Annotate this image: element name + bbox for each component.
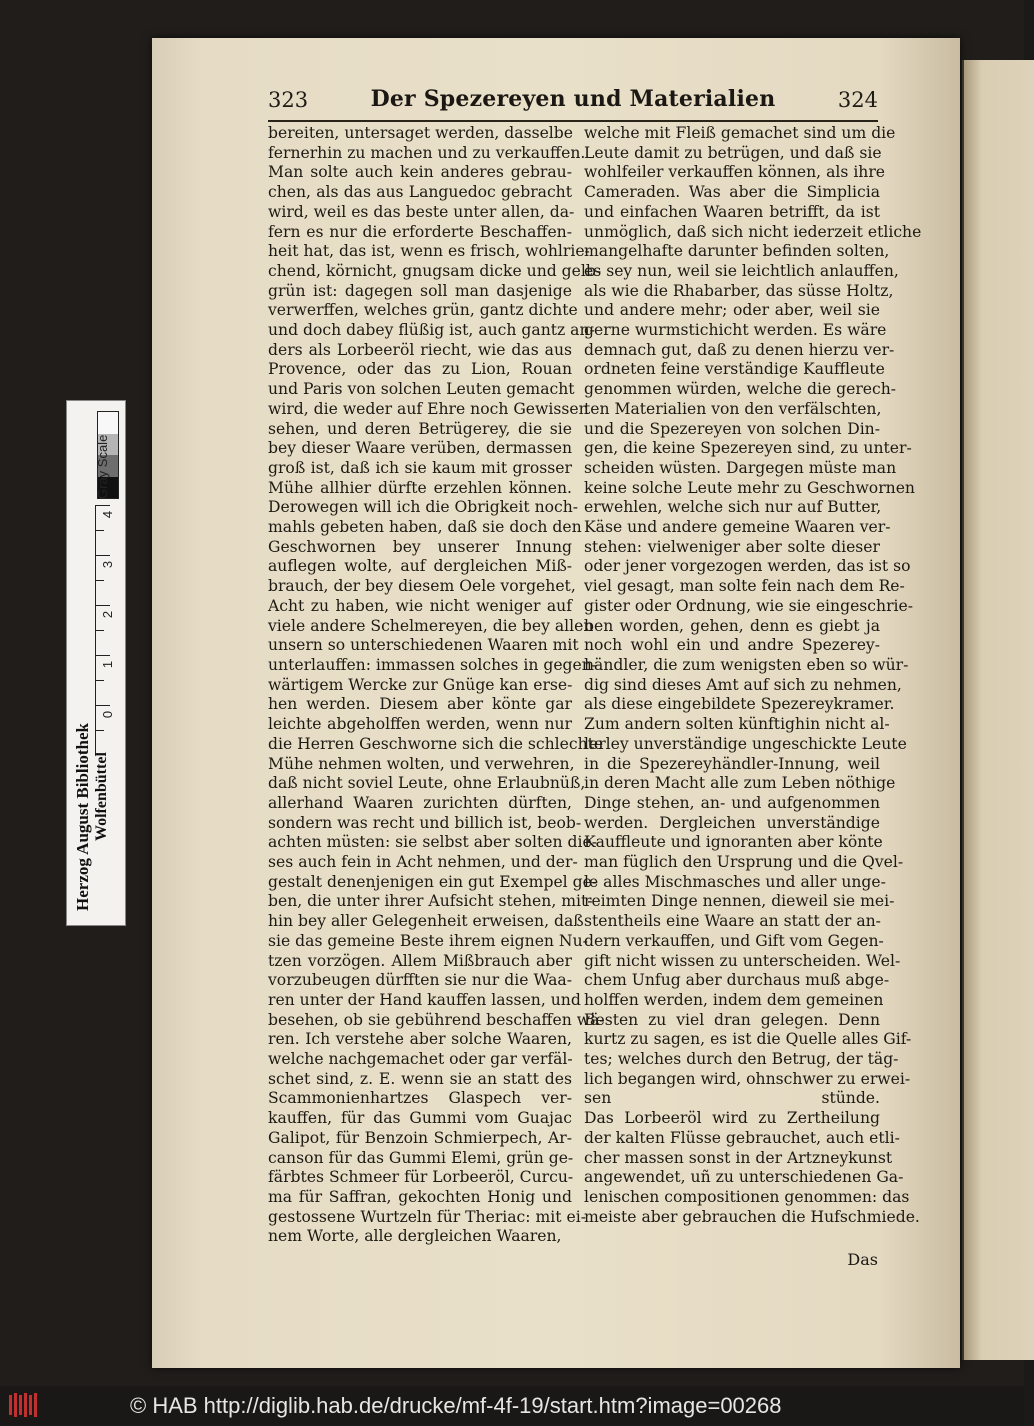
- text-line: Provence, oder das zu Lion, Rouan: [268, 360, 572, 379]
- text-line: groß ist, daß ich sie kaum mit grosser: [268, 458, 572, 477]
- text-line: welche mit Fleiß gemachet sind um die: [584, 124, 896, 142]
- footer-bar: [0, 1386, 1024, 1426]
- text-column-left: [268, 124, 605, 1247]
- text-line: ordneten feine verständige Kauffleute: [584, 360, 885, 379]
- ruler-number: 3: [100, 560, 116, 569]
- text-line: verwerffen, welches grün, gantz dichte: [268, 301, 578, 320]
- text-line: genommen würden, welche die gerech-: [584, 380, 897, 399]
- ruler-number: 0: [100, 710, 116, 719]
- text-line: gen, die keine Spezereyen sind, zu unter-: [584, 439, 912, 458]
- text-line: werden. Dergleichen unverständige: [584, 813, 880, 832]
- text-line: sie das gemeine Beste ihrem eignen Nu-: [268, 931, 588, 950]
- text-line: man füglich den Ursprung und die Qvel-: [584, 853, 904, 872]
- catchword: Das: [847, 1250, 878, 1269]
- text-line: besehen, ob sie gebührend beschaffen wä-: [268, 1010, 605, 1029]
- text-line: mangelhafte darunter befinden solten,: [584, 242, 890, 261]
- text-line: lenischen compositionen genommen: das: [584, 1187, 910, 1206]
- ruler: [95, 505, 120, 755]
- ruler-number: 1: [100, 660, 116, 669]
- text-line: Derowegen will ich die Obrigkeit noch-: [268, 498, 579, 517]
- text-line: lich begangen wird, ohnschwer zu erwei-: [584, 1069, 911, 1088]
- text-line: Geschwornen bey unserer Innung: [268, 537, 572, 556]
- text-line: und Paris von solchen Leuten gemacht: [268, 380, 575, 399]
- text-line: händler, die zum wenigsten eben so wür-: [584, 655, 909, 674]
- text-line: gerne wurmstichicht werden. Es wäre: [584, 321, 887, 340]
- text-line: chen, als das aus Languedoc gebracht: [268, 183, 572, 202]
- text-line: erwehlen, welche sich nur auf Butter,: [584, 498, 882, 517]
- text-line: grün ist: dagegen soll man dasjenige: [268, 281, 572, 300]
- text-line: ders als Lorbeeröl riecht, wie das aus: [268, 340, 572, 359]
- text-line: Man solte auch kein anderes gebrau-: [268, 163, 572, 182]
- text-line: kurtz zu sagen, es ist die Quelle alles Gif-: [584, 1030, 912, 1049]
- text-line: ses auch fein in Acht nehmen, und der-: [268, 853, 578, 872]
- text-line: bereiten, untersaget werden, dasselbe: [268, 124, 574, 142]
- text-line: Das Lorbeeröl wird zu Zertheilung: [584, 1109, 880, 1128]
- text-line: Cameraden. Was aber die Simplicia: [584, 183, 880, 202]
- text-line: scheiden wüsten. Dargegen müste man: [584, 458, 897, 477]
- text-line: Scammonienhartzes Glaspech ver-: [268, 1089, 572, 1108]
- next-page-edge: [962, 60, 1034, 1360]
- text-line: welche nachgemachet oder gar verfäl-: [268, 1050, 573, 1069]
- text-line: chend, körnicht, gnugsam dicke und gelb-: [268, 261, 602, 280]
- text-line: canson für das Gummi Elemi, grün ge-: [268, 1148, 574, 1167]
- text-line: achten müsten: sie selbst aber solten die-: [268, 833, 598, 852]
- text-line: sen stünde.: [584, 1089, 880, 1108]
- text-line: wärtigem Wercke zur Gnüge kan erse-: [268, 675, 573, 694]
- text-line: allerhand Waaren zurichten dürften,: [268, 793, 572, 812]
- text-line: lerley unverständige ungeschickte Leute: [584, 734, 907, 753]
- text-line: Galipot, für Benzoin Schmierpech, Ar-: [268, 1128, 572, 1147]
- text-line: Zum andern solten künftighin nicht al-: [584, 715, 890, 734]
- text-line: leichte abgeholffen werden, wenn nur: [268, 715, 572, 734]
- text-line: brauch, der bey diesem Oele vorgehet,: [268, 577, 576, 596]
- text-line: oder jener vorgezogen werden, das ist so: [584, 557, 911, 576]
- text-line: tzen vorzögen. Allem Mißbrauch aber: [268, 951, 572, 970]
- text-line: nem Worte, alle dergleichen Waaren,: [268, 1227, 562, 1246]
- text-line: viel gesagt, man solte fein nach dem Re-: [584, 577, 905, 596]
- text-line: stentheils eine Waare an statt der an-: [584, 912, 881, 931]
- text-line: hen werden. Diesem aber könte gar: [268, 695, 572, 714]
- text-line: unterlauffen: immassen solches in gegen-: [268, 655, 598, 674]
- text-line: keine solche Leute mehr zu Geschwornen: [584, 478, 915, 497]
- text-line: der kalten Flüsse gebrauchet, auch etli-: [584, 1128, 900, 1147]
- text-line: hin bey aller Gelegenheit erweisen, daß: [268, 912, 584, 931]
- ruler-number: 2: [100, 610, 116, 619]
- text-line: ren. Ich verstehe aber solche Waaren,: [268, 1030, 572, 1049]
- text-line: in die Spezereyhändler-Innung, weil: [584, 754, 880, 773]
- text-line: und doch dabey flüßig ist, auch gantz an-: [268, 321, 595, 340]
- text-line: heit hat, das ist, wenn es frisch, wohlrie-: [268, 242, 590, 261]
- color-checker-card: [66, 400, 126, 926]
- text-line: ben worden, gehen, denn es giebt ja: [584, 616, 880, 635]
- text-line: dern verkauffen, und Gift vom Gegen-: [584, 931, 884, 950]
- text-line: auflegen wolte, auf dergleichen Miß-: [268, 557, 572, 576]
- text-line: Dinge stehen, an- und aufgenommen: [584, 793, 880, 812]
- text-line: färbtes Schmeer für Lorbeeröl, Curcu-: [268, 1168, 574, 1187]
- text-line: vorzubeugen dürfften sie nur die Waa-: [268, 971, 572, 990]
- ruler-number: 4: [100, 510, 116, 519]
- text-line: fern es nur die erforderte Beschaffen-: [268, 222, 572, 241]
- text-line: Käse und andere gemeine Waaren ver-: [584, 518, 891, 537]
- library-city: Wolfenbüttel: [93, 752, 110, 841]
- text-line: unsern so unterschiedenen Waaren mit: [268, 636, 579, 655]
- text-line: mahls gebeten haben, daß sie doch den: [268, 518, 582, 537]
- running-head: [268, 86, 878, 122]
- text-line: dig sind dieses Amt auf sich zu nehmen,: [584, 675, 902, 694]
- copyright-url: © HAB http://diglib.hab.de/drucke/mf-4f-19/start.htm?image=00268: [130, 1393, 782, 1418]
- text-line: wohlfeiler verkauffen können, als ihre: [584, 163, 886, 182]
- text-line: gister oder Ordnung, wie sie eingeschrie-: [584, 596, 914, 615]
- text-line: die Herren Geschworne sich die schlechte: [268, 734, 604, 753]
- text-line: kauffen, für das Gummi vom Guajac: [268, 1109, 572, 1128]
- text-line: sehen, und deren Betrügerey, die sie: [268, 419, 572, 438]
- text-line: gift nicht wissen zu unterscheiden. Wel-: [584, 951, 901, 970]
- hab-logo-icon: [8, 1392, 38, 1418]
- text-line: meiste aber gebrauchen die Hufschmiede.: [584, 1207, 920, 1226]
- text-line: gestalt denenjenigen ein gut Exempel ge-: [268, 872, 598, 891]
- text-line: Mühe nehmen wolten, und verwehren,: [268, 754, 575, 773]
- text-line: und andere mehr; oder aber, weil sie: [584, 301, 880, 320]
- text-line: angewendet, uñ zu unterschiedenen Ga-: [584, 1168, 904, 1187]
- text-line: ten Materialien von den verfälschten,: [584, 399, 882, 418]
- text-line: Mühe allhier dürfte erzehlen können.: [268, 478, 572, 497]
- text-line: und einfachen Waaren betrifft, da ist: [584, 202, 880, 221]
- text-line: in deren Macht alle zum Leben nöthige: [584, 774, 896, 793]
- text-line: bey dieser Waare verüben, dermassen: [268, 439, 572, 458]
- text-line: als diese eingebildete Spezereykramer.: [584, 695, 895, 714]
- text-line: holffen werden, indem dem gemeinen: [584, 990, 884, 1009]
- text-line: Leute damit zu betrügen, und daß sie: [584, 143, 882, 162]
- text-line: es sey nun, weil sie leichtlich anlauffen,: [584, 261, 899, 280]
- text-column-right: [584, 124, 922, 1227]
- text-line: fernerhin zu machen und zu verkauffen.: [268, 143, 586, 162]
- text-line: ren unter der Hand kauffen lassen, und: [268, 990, 581, 1009]
- text-line: Kauffleute und ignoranten aber könte: [584, 833, 883, 852]
- text-line: reimten Dinge nennen, dieweil sie mei-: [584, 892, 895, 911]
- text-line: unmöglich, daß sich nicht iederzeit etliche: [584, 222, 922, 241]
- text-line: stehen: vielweniger aber solte dieser: [584, 537, 880, 556]
- page-number-left: 323: [268, 88, 309, 112]
- text-line: und die Spezereyen von solchen Din-: [584, 419, 880, 438]
- page-number-right: 324: [837, 88, 878, 112]
- text-line: sondern was recht und billich ist, beob-: [268, 813, 582, 832]
- text-line: tes; welches durch den Betrug, der täg-: [584, 1050, 899, 1069]
- text-line: demnach gut, daß zu denen hierzu ver-: [584, 340, 895, 359]
- text-line: als wie die Rhabarber, das süsse Holtz,: [584, 281, 894, 300]
- text-line: chem Unfug aber durchaus muß abge-: [584, 971, 890, 990]
- text-line: noch wohl ein und andre Spezerey-: [584, 636, 880, 655]
- text-line: cher massen sonst in der Artzneykunst: [584, 1148, 893, 1167]
- text-line: viele andere Schelmereyen, die bey allen: [268, 616, 594, 635]
- text-line: Besten zu viel dran gelegen. Denn: [584, 1010, 880, 1029]
- text-line: daß nicht soviel Leute, ohne Erlaubnüß,: [268, 774, 586, 793]
- text-line: gestossene Wurtzeln für Theriac: mit ei-: [268, 1207, 586, 1226]
- text-line: schet sind, z. E. wenn sie an statt des: [268, 1069, 572, 1088]
- text-line: wird, weil es das beste unter allen, da-: [268, 202, 575, 221]
- library-name: Herzog August Bibliothek: [73, 723, 92, 911]
- text-line: le alles Mischmasches und aller unge-: [584, 872, 886, 891]
- text-line: ben, die unter ihrer Aufsicht stehen, mit-: [268, 892, 593, 911]
- text-line: Acht zu haben, wie nicht weniger auf: [268, 596, 572, 615]
- running-title: Der Spezereyen und Materialien: [370, 86, 776, 112]
- text-line: wird, die weder auf Ehre noch Gewissen: [268, 399, 589, 418]
- gray-scale-label: Gray Scale: [95, 434, 110, 499]
- text-line: ma für Saffran, gekochten Honig und: [268, 1187, 572, 1206]
